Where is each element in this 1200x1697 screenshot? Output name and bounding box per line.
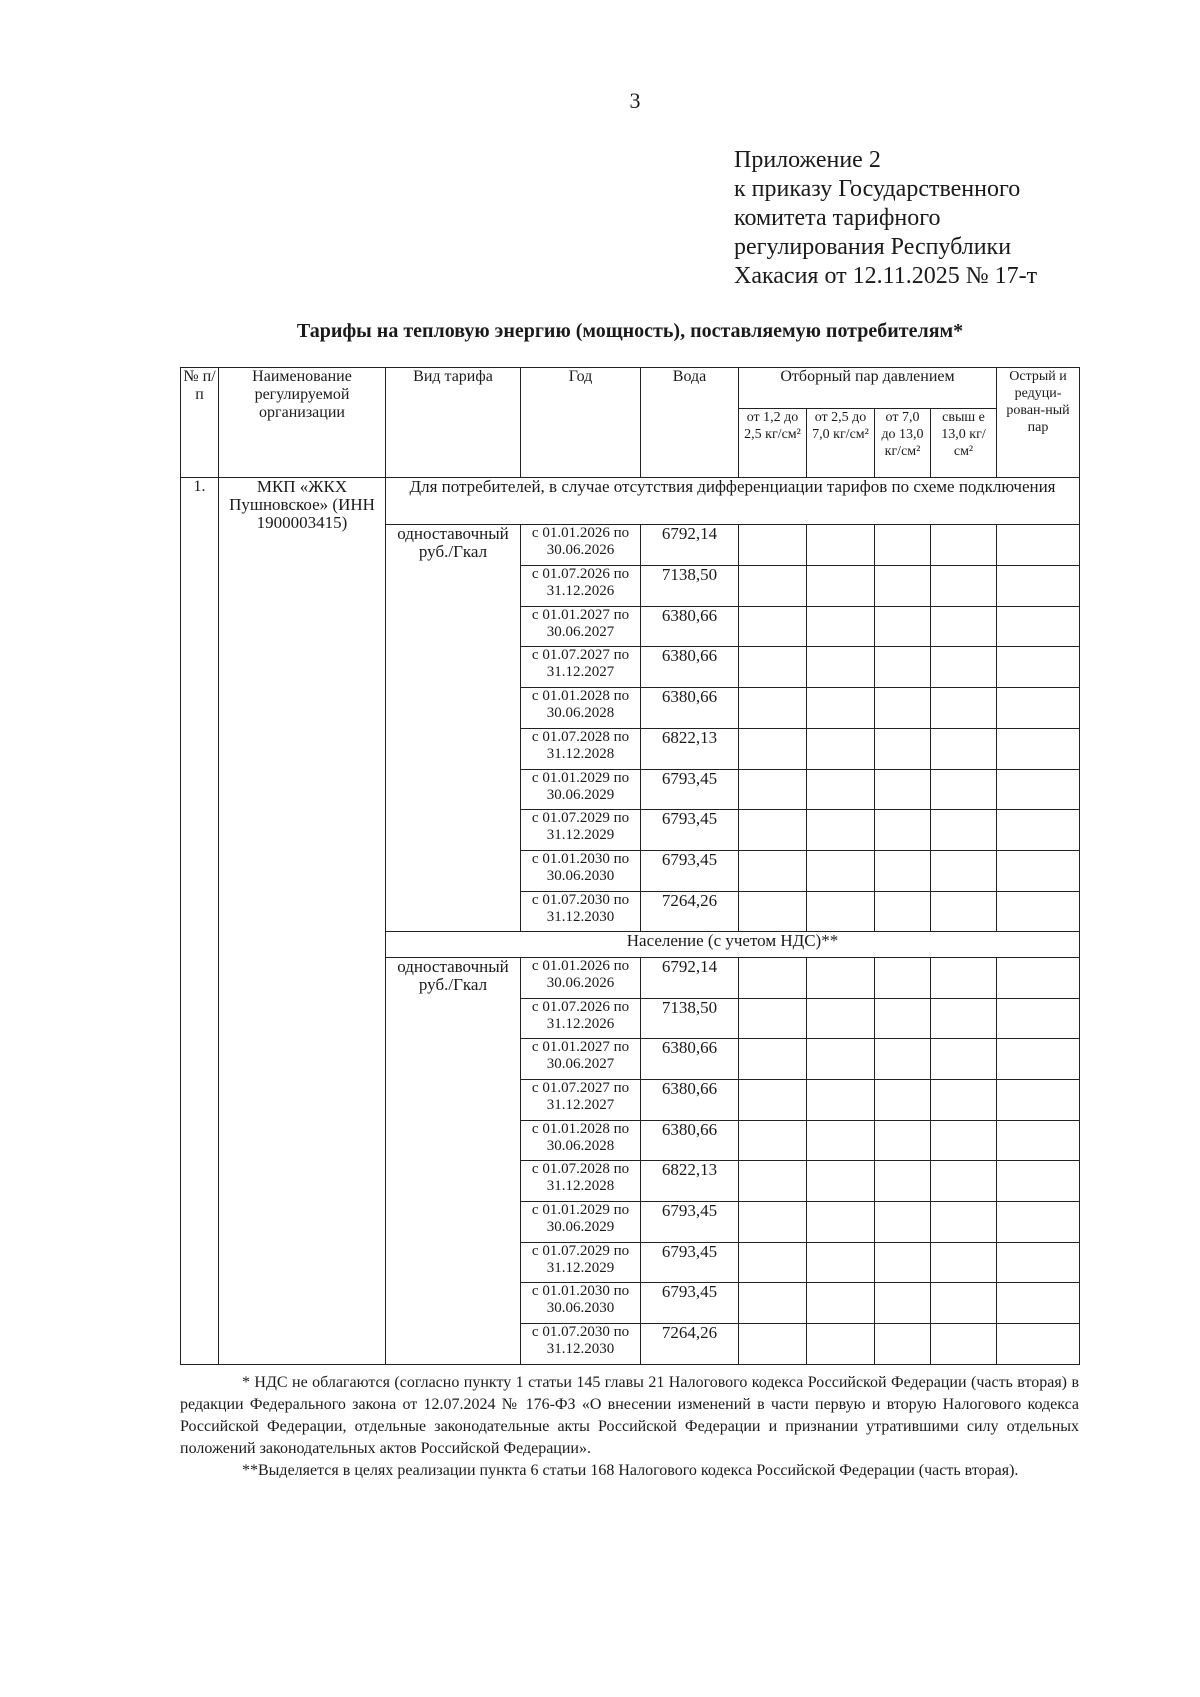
header-steam-2: от 2,5 до 7,0 кг/см² xyxy=(807,408,875,478)
page-number: 3 xyxy=(629,88,641,113)
water-tariff-cell: 6380,66 xyxy=(641,1120,739,1161)
empty-cell xyxy=(739,647,807,688)
water-tariff-cell: 6793,45 xyxy=(641,769,739,810)
period-cell: с 01.01.2028 по 30.06.2028 xyxy=(521,1120,641,1161)
empty-cell xyxy=(931,1202,997,1243)
water-tariff-cell: 7138,50 xyxy=(641,998,739,1039)
empty-cell xyxy=(931,525,997,566)
period-cell: с 01.01.2030 по 30.06.2030 xyxy=(521,1283,641,1324)
empty-cell xyxy=(875,1202,931,1243)
empty-cell xyxy=(931,1039,997,1080)
water-tariff-cell: 6792,14 xyxy=(641,525,739,566)
header-organization: Наименование регулируемой организации xyxy=(219,368,386,478)
empty-cell xyxy=(997,1324,1080,1365)
empty-cell xyxy=(931,1283,997,1324)
empty-cell xyxy=(997,647,1080,688)
water-tariff-cell: 6793,45 xyxy=(641,1202,739,1243)
empty-cell xyxy=(807,688,875,729)
empty-cell xyxy=(739,728,807,769)
empty-cell xyxy=(931,688,997,729)
period-cell: с 01.07.2026 по 31.12.2026 xyxy=(521,566,641,607)
appendix-line: Хакасия от 12.11.2025 № 17-т xyxy=(734,263,1038,289)
empty-cell xyxy=(931,728,997,769)
water-tariff-cell: 6822,13 xyxy=(641,1161,739,1202)
empty-cell xyxy=(807,769,875,810)
header-year: Год xyxy=(521,368,641,478)
period-cell: с 01.01.2026 по 30.06.2026 xyxy=(521,525,641,566)
empty-cell xyxy=(875,1039,931,1080)
empty-cell xyxy=(807,810,875,851)
empty-cell xyxy=(931,891,997,932)
header-steam-4: свыш е 13,0 кг/см² xyxy=(931,408,997,478)
header-num: № п/п xyxy=(181,368,219,478)
empty-cell xyxy=(807,1283,875,1324)
empty-cell xyxy=(807,850,875,891)
empty-cell xyxy=(931,1120,997,1161)
footnote: * НДС не облагаются (согласно пункту 1 статьи 145 главы 21 Налогового кодекса Российской Федерации (часть вторая) в редакции Федерального закона от 12.07.2024 № 176-ФЗ «О внесении изменений в части первую и вторую Налогового кодекса Российской Федерации, отдельные законодательные акты Российской Федерации и признании утратившими силу отдельных положений законодательных актов Российской Федерации». xyxy=(180,1374,1079,1457)
water-tariff-cell: 7264,26 xyxy=(641,891,739,932)
empty-cell xyxy=(997,1202,1080,1243)
empty-cell xyxy=(875,1242,931,1283)
tariff-table xyxy=(180,367,1080,1365)
empty-cell xyxy=(739,810,807,851)
empty-cell xyxy=(875,647,931,688)
period-cell: с 01.07.2029 по 31.12.2029 xyxy=(521,1242,641,1283)
empty-cell xyxy=(931,810,997,851)
empty-cell xyxy=(875,850,931,891)
empty-cell xyxy=(931,1080,997,1121)
empty-cell xyxy=(997,891,1080,932)
header-steam-3: от 7,0 до 13,0 кг/см² xyxy=(875,408,931,478)
period-cell: с 01.01.2027 по 30.06.2027 xyxy=(521,606,641,647)
empty-cell xyxy=(875,998,931,1039)
empty-cell xyxy=(931,606,997,647)
empty-cell xyxy=(739,1039,807,1080)
empty-cell xyxy=(739,1242,807,1283)
tariff-type: одноставочный руб./Гкал xyxy=(386,957,521,1364)
water-tariff-cell: 7138,50 xyxy=(641,566,739,607)
empty-cell xyxy=(739,1324,807,1365)
empty-cell xyxy=(807,891,875,932)
water-tariff-cell: 6822,13 xyxy=(641,728,739,769)
empty-cell xyxy=(739,1202,807,1243)
empty-cell xyxy=(739,891,807,932)
empty-cell xyxy=(875,1161,931,1202)
empty-cell xyxy=(931,769,997,810)
empty-cell xyxy=(875,957,931,998)
period-cell: с 01.01.2029 по 30.06.2029 xyxy=(521,769,641,810)
empty-cell xyxy=(807,1161,875,1202)
period-cell: с 01.07.2028 по 31.12.2028 xyxy=(521,728,641,769)
water-tariff-cell: 7264,26 xyxy=(641,1324,739,1365)
empty-cell xyxy=(739,1080,807,1121)
period-cell: с 01.01.2030 по 30.06.2030 xyxy=(521,850,641,891)
document-title: Тарифы на тепловую энергию (мощность), поставляемую потребителям* xyxy=(296,320,964,342)
water-tariff-cell: 6380,66 xyxy=(641,1080,739,1121)
footnotes xyxy=(180,1372,1079,1482)
empty-cell xyxy=(931,998,997,1039)
empty-cell xyxy=(997,1080,1080,1121)
empty-cell xyxy=(931,850,997,891)
period-cell: с 01.07.2026 по 31.12.2026 xyxy=(521,998,641,1039)
empty-cell xyxy=(807,606,875,647)
empty-cell xyxy=(807,1242,875,1283)
empty-cell xyxy=(997,1120,1080,1161)
empty-cell xyxy=(807,1202,875,1243)
empty-cell xyxy=(875,566,931,607)
empty-cell xyxy=(875,769,931,810)
empty-cell xyxy=(875,891,931,932)
appendix-reference xyxy=(734,146,1037,291)
group-title: Население (с учетом НДС)** xyxy=(386,932,1080,958)
empty-cell xyxy=(997,998,1080,1039)
footnote: **Выделяется в целях реализации пункта 6 статьи 168 Налогового кодекса Российской Федерации (часть вторая). xyxy=(242,1462,1019,1479)
empty-cell xyxy=(875,810,931,851)
appendix-line: регулирования Республики xyxy=(734,234,1012,260)
empty-cell xyxy=(931,1161,997,1202)
period-cell: с 01.01.2029 по 30.06.2029 xyxy=(521,1202,641,1243)
empty-cell xyxy=(807,1080,875,1121)
empty-cell xyxy=(875,1324,931,1365)
empty-cell xyxy=(997,606,1080,647)
empty-cell xyxy=(875,606,931,647)
period-cell: с 01.01.2028 по 30.06.2028 xyxy=(521,688,641,729)
empty-cell xyxy=(997,850,1080,891)
empty-cell xyxy=(739,769,807,810)
period-cell: с 01.07.2027 по 31.12.2027 xyxy=(521,647,641,688)
empty-cell xyxy=(875,525,931,566)
empty-cell xyxy=(807,525,875,566)
empty-cell xyxy=(997,1242,1080,1283)
header-steam: Отборный пар давлением xyxy=(739,368,997,409)
empty-cell xyxy=(997,769,1080,810)
group-title: Для потребителей, в случае отсутствия дифференциации тарифов по схеме подключения xyxy=(386,478,1080,525)
period-cell: с 01.07.2028 по 31.12.2028 xyxy=(521,1161,641,1202)
empty-cell xyxy=(997,525,1080,566)
empty-cell xyxy=(807,647,875,688)
period-cell: с 01.07.2030 по 31.12.2030 xyxy=(521,891,641,932)
water-tariff-cell: 6380,66 xyxy=(641,647,739,688)
empty-cell xyxy=(739,850,807,891)
period-cell: с 01.07.2029 по 31.12.2029 xyxy=(521,810,641,851)
empty-cell xyxy=(875,1080,931,1121)
empty-cell xyxy=(739,1283,807,1324)
period-cell: с 01.07.2030 по 31.12.2030 xyxy=(521,1324,641,1365)
header-sharp-steam: Острый и редуци-рован-ный пар xyxy=(997,368,1080,478)
empty-cell xyxy=(739,606,807,647)
organization-name: МКП «ЖКХ Пушновское» (ИНН 1900003415) xyxy=(219,478,386,1365)
water-tariff-cell: 6793,45 xyxy=(641,1283,739,1324)
header-water: Вода xyxy=(641,368,739,478)
empty-cell xyxy=(875,1283,931,1324)
empty-cell xyxy=(997,1039,1080,1080)
empty-cell xyxy=(997,728,1080,769)
header-steam-1: от 1,2 до 2,5 кг/см² xyxy=(739,408,807,478)
water-tariff-cell: 6793,45 xyxy=(641,810,739,851)
empty-cell xyxy=(931,1324,997,1365)
empty-cell xyxy=(875,1120,931,1161)
empty-cell xyxy=(807,1120,875,1161)
empty-cell xyxy=(997,810,1080,851)
empty-cell xyxy=(739,998,807,1039)
empty-cell xyxy=(807,728,875,769)
empty-cell xyxy=(931,566,997,607)
water-tariff-cell: 6380,66 xyxy=(641,606,739,647)
water-tariff-cell: 6793,45 xyxy=(641,850,739,891)
appendix-line: Приложение 2 xyxy=(734,147,881,173)
appendix-line: комитета тарифного xyxy=(734,205,941,231)
empty-cell xyxy=(739,566,807,607)
empty-cell xyxy=(875,728,931,769)
water-tariff-cell: 6793,45 xyxy=(641,1242,739,1283)
empty-cell xyxy=(807,1039,875,1080)
period-cell: с 01.01.2026 по 30.06.2026 xyxy=(521,957,641,998)
empty-cell xyxy=(739,525,807,566)
empty-cell xyxy=(931,1242,997,1283)
empty-cell xyxy=(997,566,1080,607)
empty-cell xyxy=(997,688,1080,729)
empty-cell xyxy=(875,688,931,729)
empty-cell xyxy=(807,1324,875,1365)
empty-cell xyxy=(931,647,997,688)
empty-cell xyxy=(739,688,807,729)
water-tariff-cell: 6380,66 xyxy=(641,688,739,729)
period-cell: с 01.01.2027 по 30.06.2027 xyxy=(521,1039,641,1080)
empty-cell xyxy=(997,1161,1080,1202)
empty-cell xyxy=(739,1120,807,1161)
empty-cell xyxy=(807,566,875,607)
row-number: 1. xyxy=(181,478,219,1365)
appendix-line: к приказу Государственного xyxy=(734,176,1021,202)
header-tariff-type: Вид тарифа xyxy=(386,368,521,478)
empty-cell xyxy=(807,998,875,1039)
empty-cell xyxy=(931,957,997,998)
tariff-type: одноставочный руб./Гкал xyxy=(386,525,521,932)
water-tariff-cell: 6792,14 xyxy=(641,957,739,998)
water-tariff-cell: 6380,66 xyxy=(641,1039,739,1080)
period-cell: с 01.07.2027 по 31.12.2027 xyxy=(521,1080,641,1121)
empty-cell xyxy=(997,957,1080,998)
empty-cell xyxy=(739,1161,807,1202)
empty-cell xyxy=(997,1283,1080,1324)
empty-cell xyxy=(739,957,807,998)
empty-cell xyxy=(807,957,875,998)
